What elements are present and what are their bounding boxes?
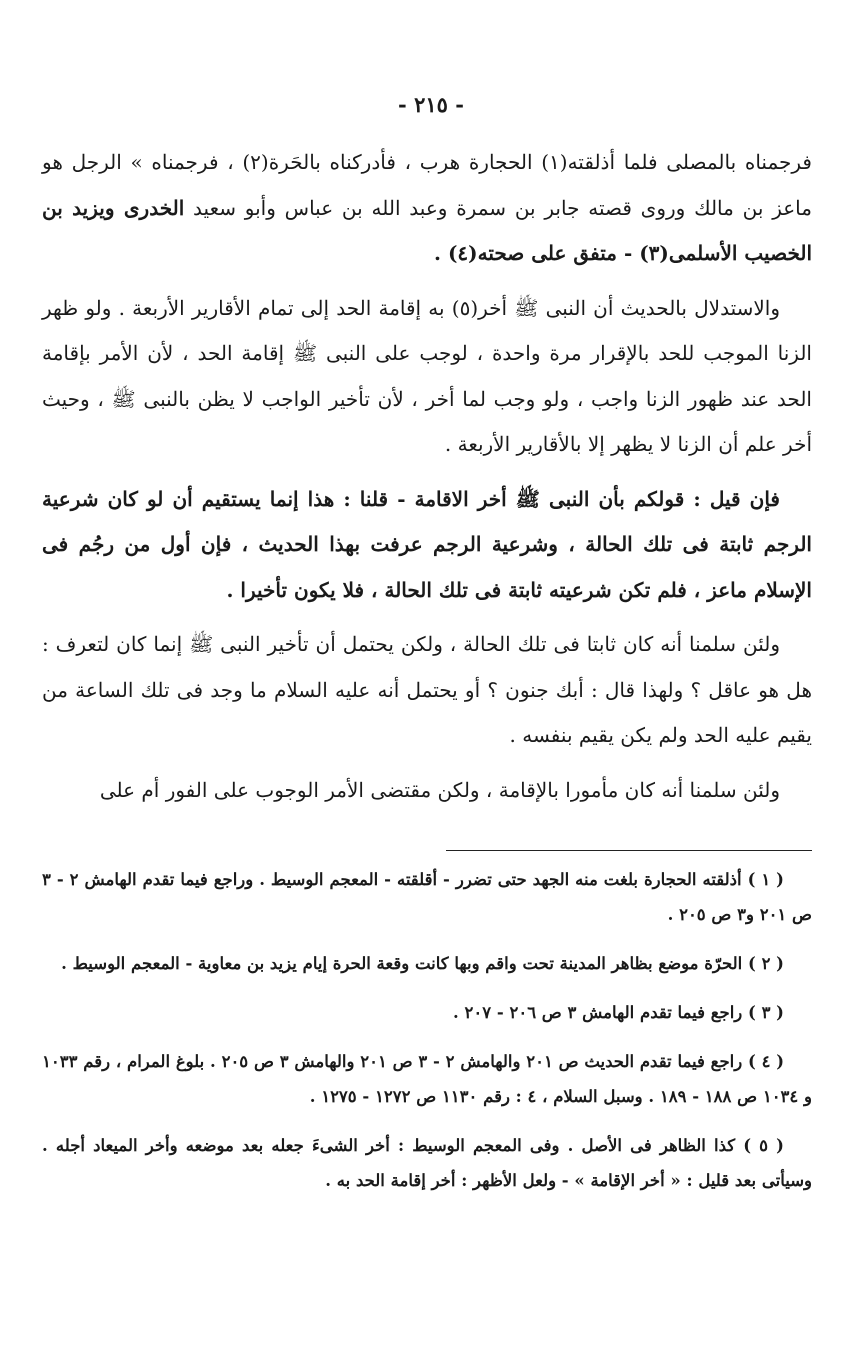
footnote-4 — [42, 1044, 812, 1114]
footnote-1 — [42, 862, 812, 932]
footnotes — [42, 862, 812, 1212]
text-line: والاستدلال بالحديث أن النبى ﷺ أخر(٥) به إقامة الحد إلى تمام الأقارير الأربعة . — [111, 295, 780, 320]
footnote-line: بلوغ المرام ، رقم ١٠٣٣ و ١٠٣٤ ص ١٨٨ - ١٨٩ . وسبل السلام ، ٤ : رقم ١١٣٠ — [42, 1052, 812, 1106]
footnote-line: ( ٢ ) الحرّة موضع بظاهر المدينة تحت واقم وبها كانت وقعة الحرة إيام يزيد بن معاوية - المعجم — [125, 954, 784, 973]
footnote-line: ( ٥ ) كذا الظاهر فى الأصل . وفى المعجم الوسيط : أخر الشىءَ جعله بعد موضعه وأخر — [137, 1136, 784, 1155]
text-line: فى تلك الساعة من يقيم عليه الحد ولم يكن يقيم بنفسه . — [42, 677, 812, 747]
paragraph-5 — [42, 768, 812, 814]
main-text — [42, 140, 812, 822]
footnote-line: تقدم الهامش ٢ - ٣ ص ٢٠١ و٣ ص ٢٠٥ . — [42, 870, 812, 924]
paragraph-4 — [42, 622, 812, 759]
footnote-5 — [42, 1128, 812, 1198]
text-line: ولو ظهر الزنا الموجب للحد بالإقرار مرة واحدة ، لوجب على النبى ﷺ إقامة الحد ، — [42, 295, 812, 365]
footnote-3 — [42, 995, 812, 1030]
paragraph-1 — [42, 140, 812, 277]
footnote-line: ص ١٢٧٢ - ١٢٧٥ . — [309, 1087, 437, 1106]
text-line: ولئن سلمنا أنه كان ثابتا فى تلك الحالة ، ولكن يحتمل أن تأخير النبى ﷺ إنما كان — [109, 632, 781, 656]
text-line: شرعية الرجم ثابتة فى تلك الحالة ، وشرعية الرجم عرفت بهذا الحديث ، فإن أول من — [42, 486, 812, 556]
text-line: رجُم فى الإسلام ماعز ، فلم تكن شرعيته ثابتة فى تلك الحالة ، فلا يكون تأخيرا . — [42, 532, 812, 602]
text-line: فرجمناه بالمصلى فلما أذلقته(١) الحجارة هرب ، فأدركناه بالحَرة(٢) ، فرجمناه » — [121, 150, 812, 174]
footnote-line: ( ٤ ) راجع فيما تقدم الحديث ص ٢٠١ والهامش ٢ - ٣ ص ٢٠١ والهامش ٣ ص ٢٠٥ . — [204, 1052, 785, 1071]
text-line: لتعرف : هل هو عاقل ؟ ولهذا قال : أبك جنون ؟ أو يحتمل أنه عليه السلام ما وجد — [42, 632, 812, 702]
text-line: فإن قيل : قولكم بأن النبى ﷺ أخر الاقامة - قلنا : هذا إنما يستقيم أن لو كان — [98, 486, 780, 511]
paragraph-2 — [42, 286, 812, 468]
footnote-2 — [42, 946, 812, 981]
text-line: الرجل هو ماعز بن مالك وروى قصته جابر بن سمرة وعبد الله بن عباس وأبو سعيد — [42, 150, 812, 220]
text-line: ولئن سلمنا أنه كان مأمورا بالإقامة ، ولكن مقتضى الأمر الوجوب على الفور أم على — [99, 777, 780, 802]
page-number: - ٢١٥ - — [398, 92, 464, 117]
text-line: لأن الأمر بإقامة الحد عند ظهور الزنا واجب ، ولو وجب لما أخر ، لأن تأخير الواجب لا — [42, 341, 812, 411]
text-line: يظن بالنبى ﷺ ، وحيث أخر علم أن الزنا لا يظهر إلا بالأقارير الأربعة . — [42, 386, 812, 456]
text-line: الخدرى ويزيد بن الخصيب الأسلمى(٣) - متفق على صحته(٤) . — [42, 195, 812, 265]
footnote-line: ( ١ ) أذلقته الحجارة بلغت منه الجهد حتى تضرر - أقلقته - المعجم الوسيط . وراجع فيما — [174, 870, 784, 889]
footnote-line: الوسيط . — [61, 954, 126, 973]
paragraph-3 — [42, 477, 812, 614]
footnote-divider — [446, 850, 812, 851]
footnote-line: ( ٣ ) راجع فيما تقدم الهامش ٣ ص ٢٠٦ - ٢٠٧ . — [453, 1003, 784, 1022]
footnote-line: الميعاد أجله . وسيأتى بعد قليل : « أخر الإقامة » - ولعل الأظهر : أخر إقامة الحد به . — [42, 1136, 812, 1190]
